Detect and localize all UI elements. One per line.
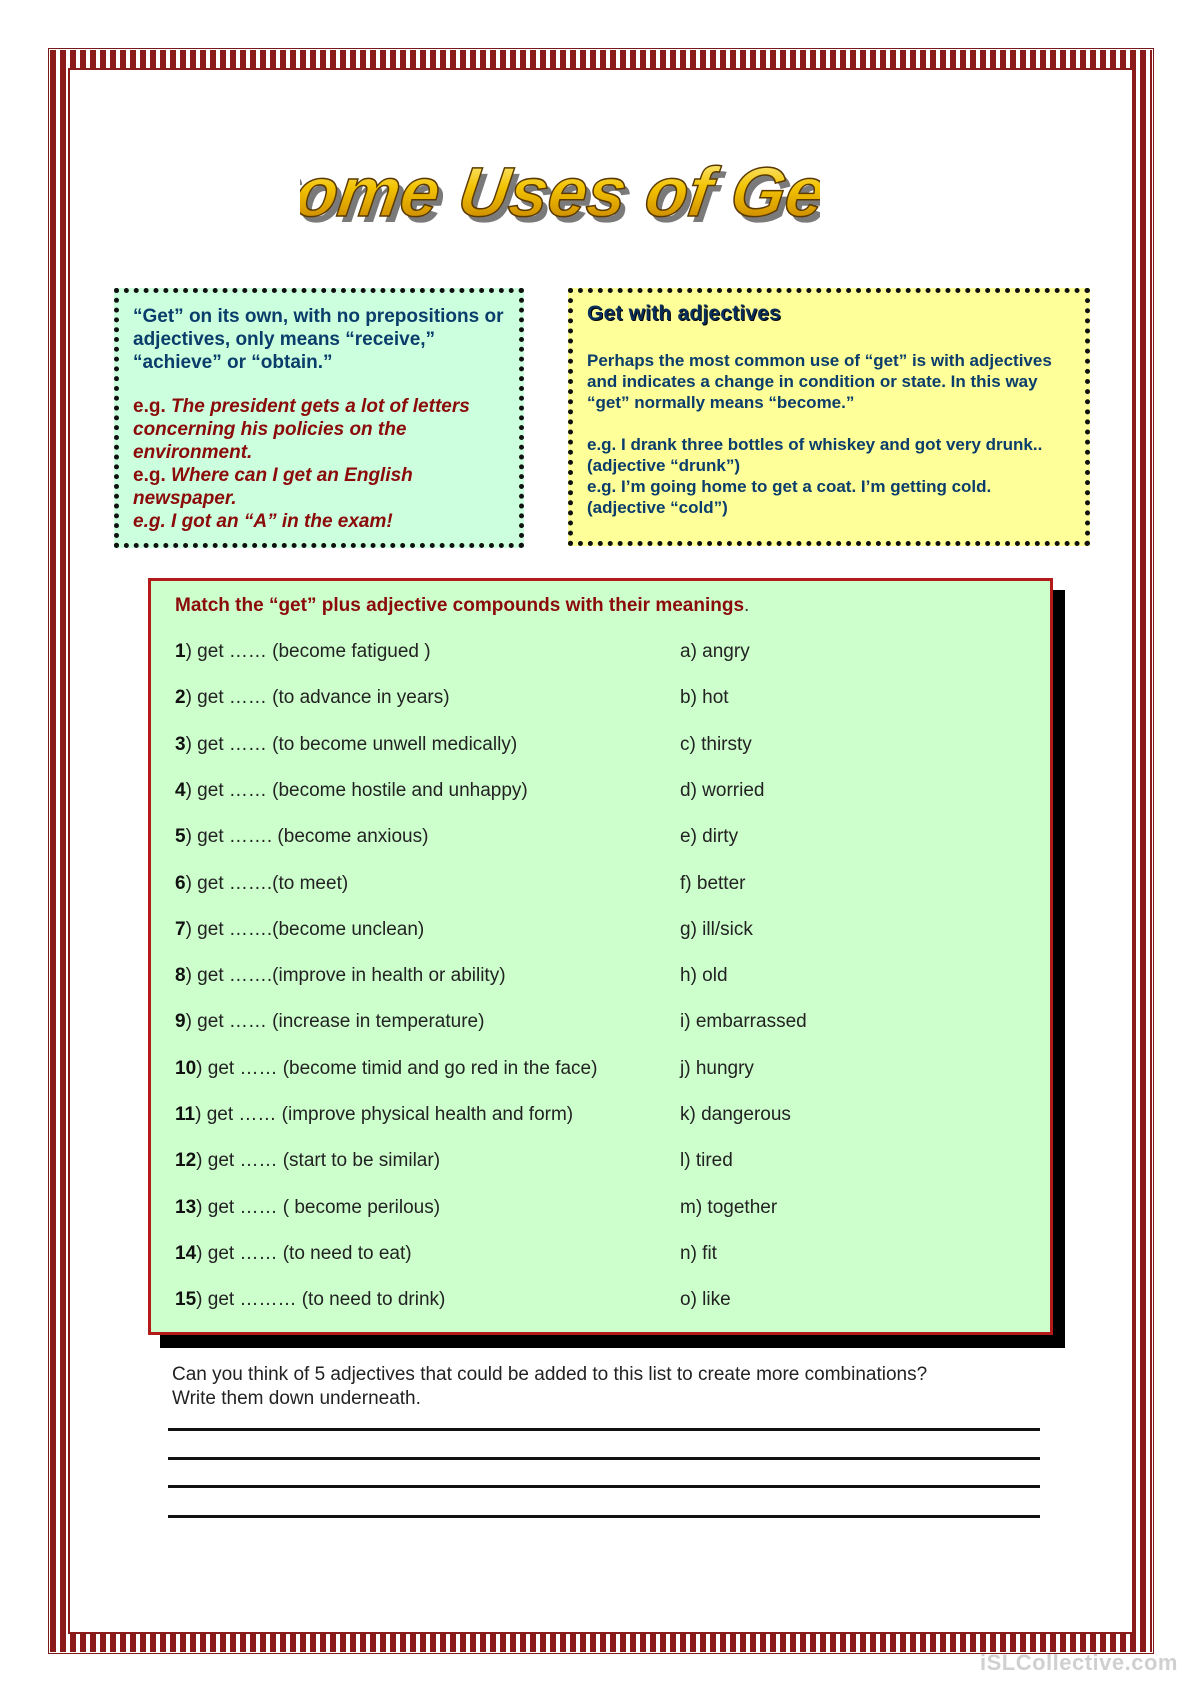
meaning-option: c) thirsty xyxy=(680,733,752,755)
phrase xyxy=(175,1150,440,1172)
item-number: 12 xyxy=(175,1150,197,1172)
example-1: e.g. The president gets a lot of letters concerning his policies on the environment. xyxy=(133,396,470,463)
item-phrase: ) get …… (become fatigued ) xyxy=(185,641,431,662)
match-row xyxy=(175,734,1035,764)
meaning-option: e) dirty xyxy=(680,826,739,848)
match-row xyxy=(175,1289,1035,1319)
item-number: 13 xyxy=(175,1196,197,1218)
item-phrase: ) get …….(to meet) xyxy=(185,872,349,894)
match-row xyxy=(175,641,1035,671)
item-phrase: ) get ……. (become anxious) xyxy=(185,826,429,848)
extension-question xyxy=(172,1363,1052,1411)
question-line-2: Write them down underneath. xyxy=(172,1388,421,1409)
phrase xyxy=(175,826,428,848)
title-shadow: Some Uses of Get xyxy=(300,158,820,237)
item-number: 4 xyxy=(175,779,186,801)
phrase xyxy=(175,1289,445,1311)
definition-text: “Get” on its own, with no prepositions or adjectives, only means “receive,” “achieve” or “obtain.” xyxy=(133,306,504,373)
match-row xyxy=(175,1011,1035,1041)
exercise-instruction: Match the “get” plus adjective compounds with their meanings. xyxy=(175,595,750,616)
get-on-its-own-box xyxy=(114,288,524,548)
match-row xyxy=(175,780,1035,810)
meaning-option: g) ill/sick xyxy=(680,918,753,940)
match-row xyxy=(175,1058,1035,1088)
phrase xyxy=(175,1058,597,1080)
item-phrase: ) get …… (to become unwell medically) xyxy=(185,733,518,755)
item-number: 9 xyxy=(175,1011,186,1033)
item-number: 15 xyxy=(175,1289,197,1311)
watermark: iSLCollective.com xyxy=(979,1650,1178,1675)
meaning-option: a) angry xyxy=(680,641,750,662)
item-number: 5 xyxy=(175,826,186,848)
title-text: Some Uses of Get xyxy=(300,152,820,231)
meaning-option: d) worried xyxy=(680,779,765,801)
item-phrase: ) get …… (to need to eat) xyxy=(196,1242,412,1264)
phrase xyxy=(175,1104,573,1126)
item-phrase: ) get …….(improve in health or ability) xyxy=(185,965,506,987)
item-phrase: ) get …… (become hostile and unhappy) xyxy=(185,779,528,801)
item-phrase: ) get …… (become timid and go red in the face) xyxy=(196,1057,598,1079)
phrase xyxy=(175,687,450,709)
meaning-option: m) together xyxy=(680,1196,778,1218)
match-row xyxy=(175,826,1035,856)
item-number: 7 xyxy=(175,918,186,940)
meaning-option: k) dangerous xyxy=(680,1104,791,1125)
item-number: 3 xyxy=(175,733,186,755)
get-with-adjectives-box xyxy=(568,288,1090,546)
meaning-option: b) hot xyxy=(680,687,729,709)
item-phrase: ) get …… (to advance in years) xyxy=(185,687,450,709)
meaning-option: j) hungry xyxy=(680,1057,754,1079)
item-number: 8 xyxy=(175,965,186,987)
example-2: e.g. Where can I get an English newspaper. xyxy=(133,465,413,509)
phrase xyxy=(175,873,348,895)
item-phrase: ) get …… ( become perilous) xyxy=(196,1196,441,1218)
item-phrase: ) get …… (improve physical health and form) xyxy=(195,1104,574,1125)
answer-line[interactable] xyxy=(168,1428,1040,1431)
phrase xyxy=(175,780,528,802)
meaning-option: l) tired xyxy=(680,1150,733,1172)
item-number: 2 xyxy=(175,687,186,709)
item-phrase: ) get ……… (to need to drink) xyxy=(196,1289,446,1311)
match-row xyxy=(175,687,1035,717)
phrase xyxy=(175,1197,440,1219)
question-line-1: Can you think of 5 adjectives that could be added to this list to create more combinations? xyxy=(172,1364,928,1385)
match-row xyxy=(175,1197,1035,1227)
phrase xyxy=(175,919,424,941)
item-number: 10 xyxy=(175,1057,197,1079)
answer-line[interactable] xyxy=(168,1457,1040,1460)
match-row xyxy=(175,919,1035,949)
item-phrase: ) get …… (increase in temperature) xyxy=(185,1011,485,1033)
box-heading: Get with adjectives xyxy=(587,302,782,325)
answer-line[interactable] xyxy=(168,1515,1040,1518)
answer-line[interactable] xyxy=(168,1485,1040,1488)
phrase xyxy=(175,641,431,663)
match-row xyxy=(175,965,1035,995)
phrase xyxy=(175,734,517,756)
explanation-text: Perhaps the most common use of “get” is with adjectives and indicates a change in condition or state. In this way “get” normally means “become.” xyxy=(587,351,1052,412)
meaning-option: n) fit xyxy=(680,1242,717,1264)
title-wordart xyxy=(300,140,820,250)
example-3: e.g. I got an “A” in the exam! xyxy=(133,511,393,532)
item-phrase: ) get …….(become unclean) xyxy=(185,918,425,940)
adjective-example-2: e.g. I’m going home to get a coat. I’m getting cold. (adjective “cold”) xyxy=(587,477,992,517)
phrase xyxy=(175,965,506,987)
item-number: 1 xyxy=(175,641,186,662)
adjective-example-1: e.g. I drank three bottles of whiskey and got very drunk.. (adjective “drunk”) xyxy=(587,435,1043,475)
meaning-option: i) embarrassed xyxy=(680,1011,807,1033)
item-number: 6 xyxy=(175,872,186,894)
meaning-option: f) better xyxy=(680,872,746,894)
meaning-option: o) like xyxy=(680,1289,731,1311)
phrase xyxy=(175,1011,484,1033)
phrase xyxy=(175,1243,412,1265)
match-row xyxy=(175,1104,1035,1134)
worksheet-title xyxy=(300,140,820,250)
item-number: 14 xyxy=(175,1242,197,1264)
item-phrase: ) get …… (start to be similar) xyxy=(196,1150,441,1172)
match-row xyxy=(175,1150,1035,1180)
item-number: 11 xyxy=(175,1104,196,1125)
meaning-option: h) old xyxy=(680,965,728,987)
match-row xyxy=(175,873,1035,903)
match-row xyxy=(175,1243,1035,1273)
matching-exercise xyxy=(148,578,1053,1335)
